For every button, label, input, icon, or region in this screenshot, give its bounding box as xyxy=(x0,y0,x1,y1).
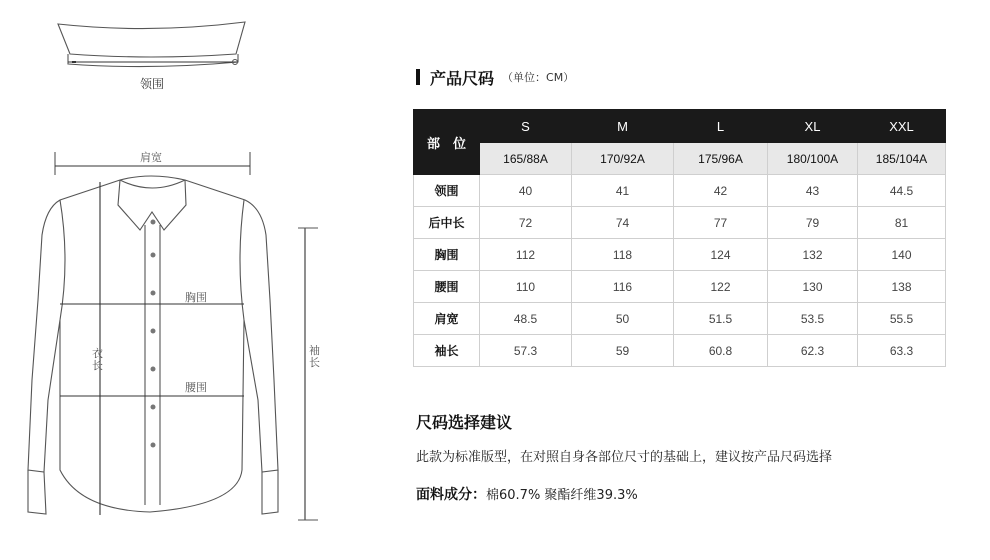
fabric-label: 面料成分： xyxy=(416,487,486,503)
advice-title: 尺码选择建议 xyxy=(416,413,513,432)
table-cell: 116 xyxy=(572,271,674,303)
size-table xyxy=(413,109,946,367)
table-cell: 44.5 xyxy=(858,175,946,207)
spec-m: 170/92A xyxy=(572,143,674,175)
shoulder-label: 肩宽 xyxy=(140,151,162,164)
sleeve-label-bottom: 长 xyxy=(309,356,320,369)
fabric-composition xyxy=(416,484,638,504)
spec-l: 175/96A xyxy=(674,143,768,175)
table-cell: 57.3 xyxy=(480,335,572,367)
table-cell: 77 xyxy=(674,207,768,239)
table-cell: 124 xyxy=(674,239,768,271)
table-cell: 63.3 xyxy=(858,335,946,367)
table-cell: 41 xyxy=(572,175,674,207)
table-cell: 53.5 xyxy=(768,303,858,335)
table-cell: 43 xyxy=(768,175,858,207)
shirt-drawing xyxy=(0,0,400,560)
table-cell: 122 xyxy=(674,271,768,303)
table-cell: 59 xyxy=(572,335,674,367)
row-label: 领围 xyxy=(414,175,480,207)
table-row xyxy=(414,175,946,207)
size-header-row xyxy=(414,110,946,143)
size-chart-unit: （单位：CM） xyxy=(502,71,575,84)
table-cell: 110 xyxy=(480,271,572,303)
table-cell: 118 xyxy=(572,239,674,271)
size-l: L xyxy=(674,110,768,143)
table-row xyxy=(414,271,946,303)
table-cell: 140 xyxy=(858,239,946,271)
spec-header-row xyxy=(414,143,946,175)
table-cell: 40 xyxy=(480,175,572,207)
row-label: 胸围 xyxy=(414,239,480,271)
advice-text: 此款为标准版型，在对照自身各部位尺寸的基础上，建议按产品尺码选择 xyxy=(416,450,833,465)
table-cell: 138 xyxy=(858,271,946,303)
size-s: S xyxy=(480,110,572,143)
table-cell: 74 xyxy=(572,207,674,239)
table-cell: 55.5 xyxy=(858,303,946,335)
row-label: 后中长 xyxy=(414,207,480,239)
waist-label: 腰围 xyxy=(185,381,207,394)
fabric-value: 棉60.7% 聚酯纤维39.3% xyxy=(486,488,638,503)
size-xxl: XXL xyxy=(858,110,946,143)
table-row xyxy=(414,207,946,239)
table-cell: 72 xyxy=(480,207,572,239)
table-cell: 42 xyxy=(674,175,768,207)
table-row xyxy=(414,303,946,335)
table-cell: 50 xyxy=(572,303,674,335)
table-cell: 60.8 xyxy=(674,335,768,367)
chest-label: 胸围 xyxy=(185,291,207,304)
length-label-bottom: 长 xyxy=(92,359,103,372)
row-label: 肩宽 xyxy=(414,303,480,335)
spec-s: 165/88A xyxy=(480,143,572,175)
table-cell: 51.5 xyxy=(674,303,768,335)
length-label-top: 衣 xyxy=(92,347,103,360)
spec-xxl: 185/104A xyxy=(858,143,946,175)
spec-xl: 180/100A xyxy=(768,143,858,175)
heading-bar xyxy=(416,69,420,85)
table-cell: 132 xyxy=(768,239,858,271)
table-cell: 48.5 xyxy=(480,303,572,335)
part-header: 部 位 xyxy=(414,110,480,175)
row-label: 腰围 xyxy=(414,271,480,303)
table-row xyxy=(414,335,946,367)
table-row xyxy=(414,239,946,271)
size-xl: XL xyxy=(768,110,858,143)
table-cell: 130 xyxy=(768,271,858,303)
sleeve-label-top: 袖 xyxy=(309,344,320,357)
shirt-illustration xyxy=(0,0,400,560)
size-chart-title: 产品尺码 xyxy=(430,68,495,88)
table-cell: 62.3 xyxy=(768,335,858,367)
size-chart-heading xyxy=(416,67,574,87)
table-cell: 112 xyxy=(480,239,572,271)
collar-label: 领围 xyxy=(140,77,165,91)
table-cell: 79 xyxy=(768,207,858,239)
size-m: M xyxy=(572,110,674,143)
row-label: 袖长 xyxy=(414,335,480,367)
table-cell: 81 xyxy=(858,207,946,239)
